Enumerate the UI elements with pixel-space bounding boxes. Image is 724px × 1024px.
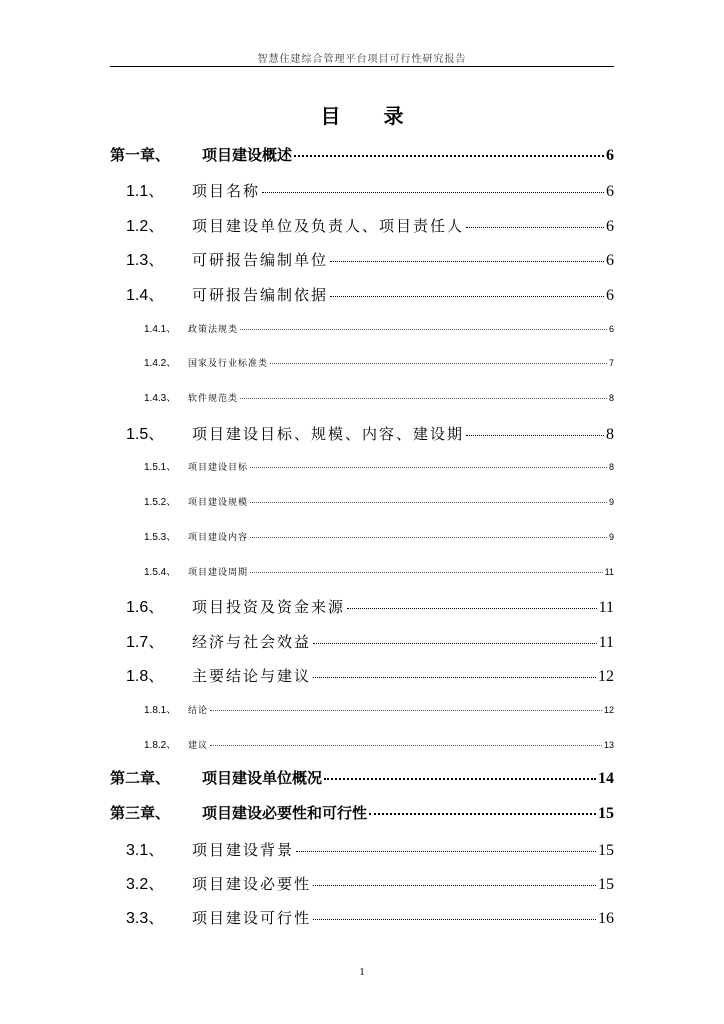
toc-entry-1-4-1[interactable] — [110, 320, 614, 335]
toc-entry-page: 11 — [598, 634, 614, 651]
toc-entry-1-4[interactable] — [110, 282, 614, 305]
toc-leader-dots — [330, 296, 604, 297]
toc-entry-page: 8 — [608, 393, 614, 403]
toc-entry-1-8[interactable] — [110, 663, 614, 686]
toc-entry-text: 项目建设必要性 — [192, 875, 312, 893]
toc-entry-text: 可研报告编制依据 — [192, 286, 329, 304]
toc-entry-1-8-1[interactable] — [110, 701, 614, 716]
toc-leader-dots — [250, 502, 607, 503]
toc-entry-text: 结论 — [188, 706, 209, 716]
toc-entry-text: 项目建设目标 — [188, 463, 249, 473]
toc-leader-dots — [210, 710, 602, 711]
toc-entry-1-8-2[interactable] — [110, 736, 614, 751]
toc-entry-3-1[interactable] — [110, 837, 614, 860]
toc-leader-dots — [210, 745, 602, 746]
toc-entry-number: 3.1、 — [126, 842, 165, 859]
toc-entry-page: 9 — [608, 497, 614, 507]
toc-entry-page: 13 — [603, 740, 614, 750]
toc-entry-text: 经济与社会效益 — [192, 633, 312, 651]
toc-leader-dots — [270, 363, 607, 364]
toc-entry-page: 11 — [604, 567, 614, 577]
toc-entry-text: 国家及行业标准类 — [188, 359, 269, 369]
toc-leader-dots — [250, 537, 607, 538]
toc-entry-chapter-2[interactable] — [110, 767, 614, 788]
toc-entry-number: 1.5.2、 — [144, 497, 177, 508]
toc-entry-text: 项目投资及资金来源 — [192, 598, 346, 616]
toc-entry-number: 1.5.1、 — [144, 462, 177, 473]
toc-leader-dots — [294, 155, 604, 157]
toc-entry-number: 1.1、 — [126, 183, 165, 200]
toc-leader-dots — [313, 677, 596, 678]
toc-entry-number: 1.5、 — [126, 426, 165, 443]
toc-entry-text: 项目建设可行性 — [192, 909, 312, 927]
toc-entry-page: 15 — [598, 842, 614, 859]
toc-entry-text: 可研报告编制单位 — [192, 251, 329, 269]
toc-entry-number: 1.2、 — [126, 218, 165, 235]
toc-leader-dots — [296, 851, 596, 852]
toc-entry-chapter-3[interactable] — [110, 802, 614, 823]
toc-entry-page: 8 — [606, 426, 614, 443]
toc-entry-page: 12 — [598, 668, 614, 685]
toc-entry-1-4-3[interactable] — [110, 389, 614, 404]
toc-entry-1-5-2[interactable] — [110, 493, 614, 508]
toc-leader-dots — [369, 813, 596, 815]
toc-leader-dots — [347, 608, 597, 609]
toc-entry-number: 1.5.4、 — [144, 567, 177, 578]
toc-entry-number: 1.4.3、 — [144, 393, 177, 404]
toc-entry-1-2[interactable] — [110, 213, 614, 236]
toc-entry-number: 1.5.3、 — [144, 532, 177, 543]
toc-entry-text: 项目名称 — [192, 182, 261, 200]
toc-entry-3-3[interactable] — [110, 905, 614, 928]
toc-entry-text: 项目建设概述 — [202, 146, 293, 164]
toc-entry-page: 14 — [598, 770, 614, 787]
toc-entry-number: 第二章、 — [110, 769, 171, 787]
toc-entry-number: 3.3、 — [126, 910, 165, 927]
header-rule — [110, 66, 614, 67]
toc-leader-dots — [262, 192, 604, 193]
toc-entry-text: 项目建设内容 — [188, 533, 249, 543]
toc-entry-text: 软件规范类 — [188, 394, 239, 404]
toc-entry-number: 1.4、 — [126, 287, 165, 304]
toc-entry-text: 项目建设单位概况 — [202, 769, 323, 787]
toc-entry-1-5-3[interactable] — [110, 528, 614, 543]
toc-entry-1-5-4[interactable] — [110, 563, 614, 578]
toc-entry-chapter-1[interactable] — [110, 144, 614, 165]
toc-leader-dots — [313, 643, 597, 644]
toc-entry-number: 1.8、 — [126, 668, 165, 685]
toc-entry-text: 项目建设目标、规模、内容、建设期 — [192, 425, 465, 443]
running-header: 智慧住建综合管理平台项目可行性研究报告 — [257, 54, 467, 65]
toc-leader-dots — [324, 778, 596, 780]
toc-entry-page: 15 — [598, 876, 614, 893]
toc-entry-page: 8 — [608, 462, 614, 472]
toc-leader-dots — [466, 435, 604, 436]
toc-entry-1-7[interactable] — [110, 629, 614, 652]
toc-entry-number: 1.6、 — [126, 599, 165, 616]
toc-entry-page: 6 — [606, 147, 614, 164]
toc-entry-page: 11 — [598, 599, 614, 616]
toc-entry-number: 1.3、 — [126, 252, 165, 269]
toc-entry-number: 第一章、 — [110, 146, 171, 164]
toc-entry-1-1[interactable] — [110, 178, 614, 201]
toc-entry-number: 3.2、 — [126, 876, 165, 893]
toc-entry-1-5-1[interactable] — [110, 458, 614, 473]
toc-entry-number: 1.4.1、 — [144, 324, 177, 335]
toc-title: 目 录 — [320, 104, 422, 128]
toc-entry-page: 7 — [608, 358, 614, 368]
toc-entry-page: 16 — [598, 910, 614, 927]
toc-entry-1-5[interactable] — [110, 421, 614, 444]
toc-leader-dots — [240, 398, 607, 399]
toc-entry-number: 第三章、 — [110, 804, 171, 822]
toc-entry-text: 主要结论与建议 — [192, 667, 312, 685]
toc-entry-page: 12 — [603, 705, 614, 715]
page-number: 1 — [359, 966, 365, 978]
toc-leader-dots — [466, 227, 604, 228]
toc-leader-dots — [313, 919, 596, 920]
toc-entry-1-6[interactable] — [110, 594, 614, 617]
toc-entry-1-4-2[interactable] — [110, 354, 614, 369]
toc-entry-text: 项目建设背景 — [192, 841, 295, 859]
toc-entry-page: 6 — [606, 287, 614, 304]
toc-leader-dots — [240, 329, 607, 330]
toc-leader-dots — [250, 572, 603, 573]
toc-entry-text: 政策法规类 — [188, 325, 239, 335]
toc-entry-page: 6 — [606, 252, 614, 269]
toc-entry-number: 1.4.2、 — [144, 358, 177, 369]
toc-entry-number: 1.7、 — [126, 634, 165, 651]
toc-entry-page: 6 — [606, 218, 614, 235]
toc-leader-dots — [250, 467, 607, 468]
toc-entry-text: 项目建设单位及负责人、项目责任人 — [192, 217, 465, 235]
toc-entry-3-2[interactable] — [110, 871, 614, 894]
toc-entry-text: 项目建设规模 — [188, 498, 249, 508]
toc-entry-number: 1.8.1、 — [144, 705, 177, 716]
toc-entry-1-3[interactable] — [110, 247, 614, 270]
toc-entry-text: 项目建设必要性和可行性 — [202, 804, 368, 822]
toc-entry-page: 9 — [608, 532, 614, 542]
toc-entry-text: 建议 — [188, 741, 209, 751]
toc-leader-dots — [330, 261, 604, 262]
toc-entry-page: 6 — [608, 324, 614, 334]
toc-entry-number: 1.8.2、 — [144, 740, 177, 751]
toc-leader-dots — [313, 885, 596, 886]
toc-entry-page: 15 — [598, 805, 614, 822]
toc-entry-text: 项目建设周期 — [188, 568, 249, 578]
toc-entry-page: 6 — [606, 183, 614, 200]
